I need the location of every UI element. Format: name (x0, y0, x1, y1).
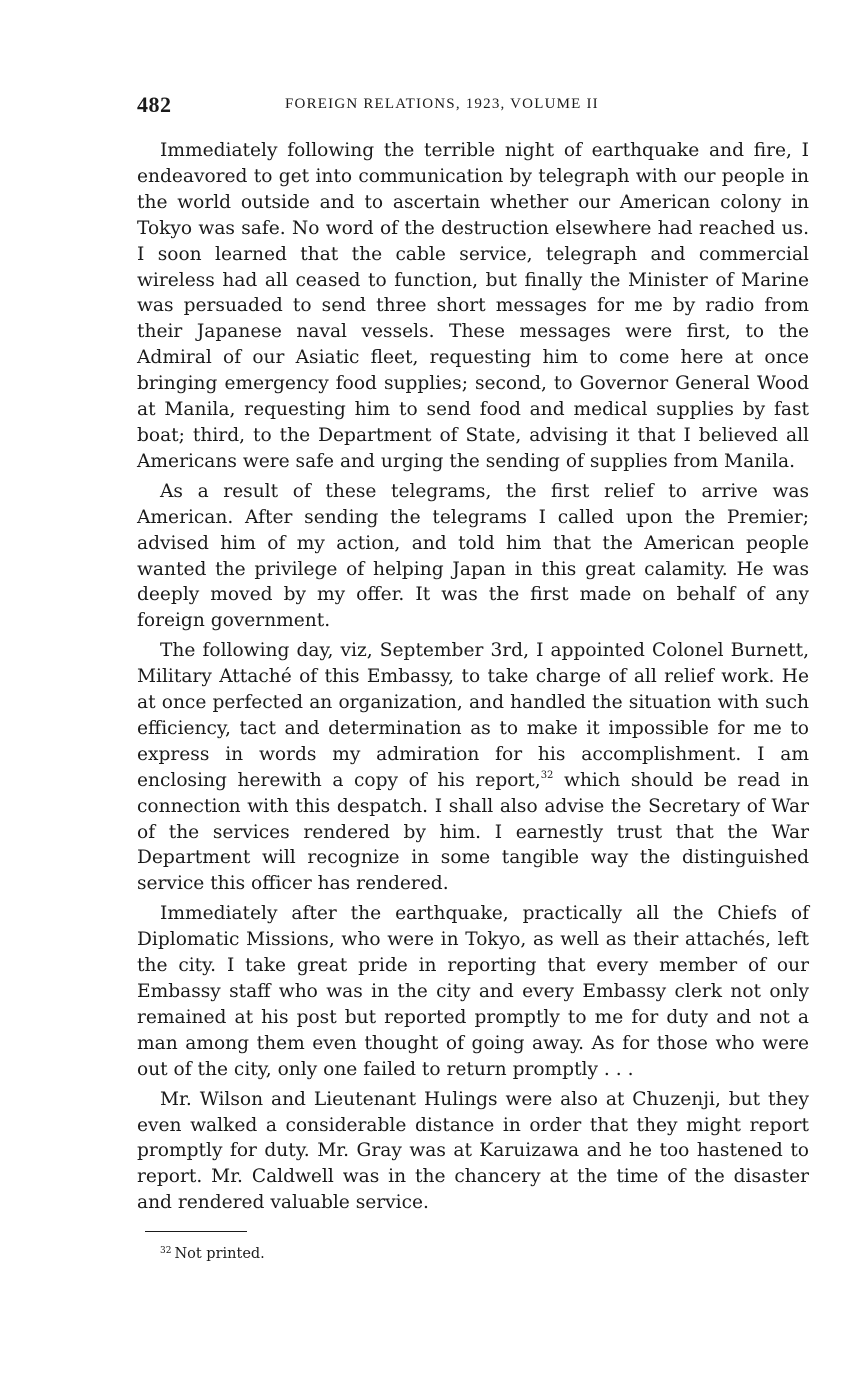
footnote-mark: 32 (160, 1246, 172, 1256)
paragraph-5: Mr. Wilson and Lieutenant Hulings were also at Chuzenji, but they even walked a considerable distance in order that they might report promptly for duty. Mr. Gray was at Karuizawa and he too hastened to report. Mr. Caldwell was in the chancery at the time of the disaster and rendered valuable service. (137, 1088, 809, 1214)
footnote-text: Not printed. (174, 1246, 265, 1262)
body-text (137, 138, 809, 1216)
running-header (137, 92, 809, 122)
footnote-divider (145, 1231, 247, 1232)
paragraph-2: As a result of these telegrams, the first relief to arrive was American. After sending the telegrams I called upon the Premier; advised him of my action, and told him that the American people wanted the privilege of helping Japan in this great calamity. He was deeply moved by my offer. It was the first made on behalf of any foreign government. (137, 480, 809, 632)
footnote (160, 1246, 265, 1262)
paragraph-1: Immediately following the terrible night of earthquake and fire, I endeavored to get into communication by telegraph with our people in the world outside and to ascertain whether our American colony in Tokyo was safe. No word of the destruction elsewhere had reached us. I soon learned that the cable service, telegraph and commercial wireless had all ceased to function, but finally the Minister of Marine was persuaded to send three short messages for me by radio from their Japanese naval vessels. These messages were first, to the Admiral of our Asiatic fleet, requesting him to come here at once bringing emergency food supplies; second, to Governor General Wood at Manila, requesting him to send food and medical supplies by fast boat; third, to the Department of State, advising it that I believed all Americans were safe and urging the sending of supplies from Manila. (137, 140, 809, 472)
paragraph-3-text-before: The following day, viz, September 3rd, I appointed Colonel Burnett, Military Attaché of this Embassy, to take charge of all relief work. He at once perfected an organization, and handled the situation with such efficiency, tact and determination as to make it impossible for me to express in words my admiration for his accomplishment. I am enclosing herewith a copy of his report, (137, 640, 809, 791)
paragraph-3-text-after: which should be read in connection with this despatch. I shall also advise the Secretary of War of the services rendered by him. I earnestly trust that the War Department will recognize in some tangible way the distinguished service this officer has rendered. (137, 769, 809, 895)
paragraph-3 (137, 638, 809, 897)
running-title: FOREIGN RELATIONS, 1923, VOLUME II (285, 96, 599, 112)
footnote-reference: 32 (540, 769, 554, 781)
paragraph-4: Immediately after the earthquake, practically all the Chiefs of Diplomatic Missions, who were in Tokyo, as well as their attachés, left the city. I take great pride in reporting that every member of our Embassy staff who was in the city and every Embassy clerk not only remained at his post but reported promptly to me for duty and not a man among them even thought of going away. As for those who were out of the city, only one failed to return promptly . . . (137, 903, 809, 1080)
page-number: 482 (137, 92, 172, 117)
